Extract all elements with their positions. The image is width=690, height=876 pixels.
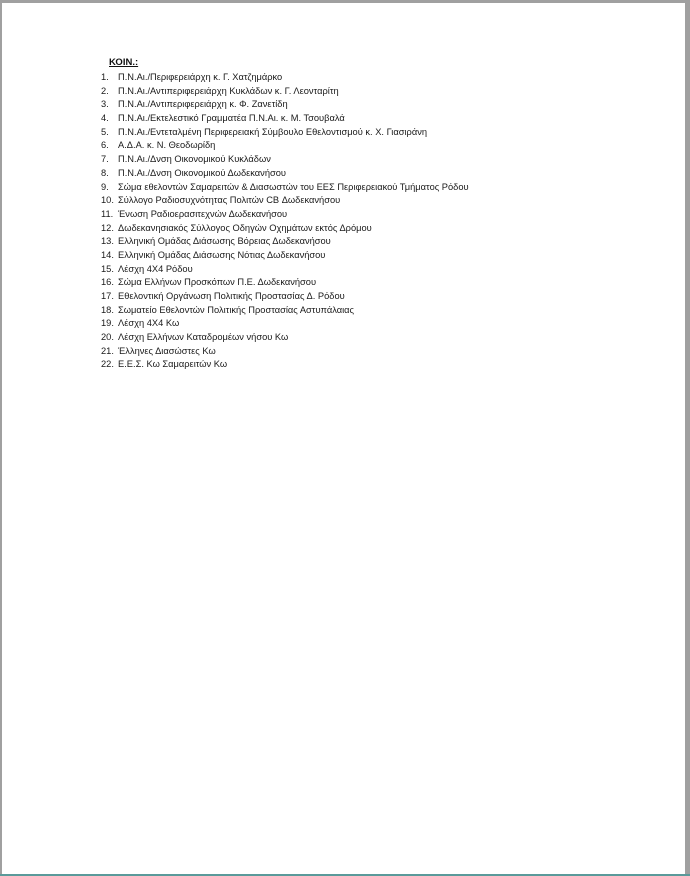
item-number: 18.	[101, 304, 114, 315]
item-text: Α.Δ.Α. κ. Ν. Θεοδωρίδη	[118, 140, 216, 151]
item-text: Π.Ν.Αι./Εκτελεστικό Γραμματέα Π.Ν.Αι. κ. Μ. Τσουβαλά	[118, 113, 345, 124]
item-text: Λέσχη 4Χ4 Κω	[118, 318, 180, 329]
item-number: 19.	[101, 318, 114, 329]
list-item	[101, 98, 469, 112]
item-text: Π.Ν.Αι./Περιφερειάρχη κ. Γ. Χατζημάρκο	[118, 72, 283, 82]
list-item	[101, 194, 469, 208]
list-item	[101, 276, 469, 290]
item-number: 9.	[101, 181, 109, 192]
item-text: Ε.Ε.Σ. Κω Σαμαρειτών Κω	[118, 359, 228, 370]
item-number: 17.	[101, 291, 114, 301]
list-item	[101, 85, 469, 99]
item-text: Π.Ν.Αι./Δνση Οικονομικού Κυκλάδων	[118, 154, 271, 165]
item-number: 8.	[101, 167, 109, 178]
item-number: 10.	[101, 195, 114, 206]
item-number: 3.	[101, 99, 109, 110]
recipient-list	[101, 71, 469, 372]
list-item	[101, 249, 469, 263]
list-item	[101, 71, 469, 85]
item-text: Σώμα εθελοντών Σαμαρειτών & Διασωστών του ΕΕΣ Περιφερειακού Τμήματος Ρόδου	[118, 181, 469, 192]
item-text: Λέσχη 4Χ4 Ρόδου	[118, 263, 193, 274]
list-item	[101, 153, 469, 167]
cc-heading: ΚΟΙΝ.:	[109, 57, 139, 68]
item-text: Σώμα Ελλήνων Προσκόπων Π.Ε. Δωδεκανήσου	[118, 277, 317, 288]
item-number: 21.	[101, 345, 114, 356]
list-item	[101, 126, 469, 140]
item-number: 7.	[101, 154, 109, 165]
document-page	[2, 3, 685, 874]
list-item	[101, 222, 469, 236]
list-item	[101, 304, 469, 318]
list-item	[101, 167, 469, 181]
item-number: 4.	[101, 113, 109, 124]
item-number: 20.	[101, 332, 114, 343]
item-number: 1.	[101, 72, 109, 82]
list-item	[101, 263, 469, 277]
item-text: Π.Ν.Αι./Αντιπεριφερειάρχη κ. Φ. Ζανετίδη	[118, 99, 288, 110]
item-text: Ελληνική Ομάδας Διάσωσης Νότιας Δωδεκανήσου	[118, 249, 326, 260]
item-text: Λέσχη Ελλήνων Καταδρομέων νήσου Κω	[118, 332, 289, 343]
list-item	[101, 208, 469, 222]
list-item	[101, 139, 469, 153]
item-number: 12.	[101, 222, 114, 233]
list-item	[101, 317, 469, 331]
item-number: 22.	[101, 359, 114, 370]
item-text: Σωματείο Εθελοντών Πολιτικής Προστασίας Αστυπάλαιας	[118, 304, 354, 315]
item-text: Π.Ν.Αι./Δνση Οικονομικού Δωδεκανήσου	[118, 167, 286, 178]
item-number: 16.	[101, 277, 114, 288]
item-text: Ελληνική Ομάδας Διάσωσης Βόρειας Δωδεκανήσου	[118, 236, 331, 247]
item-number: 14.	[101, 249, 114, 260]
item-text: Σύλλογο Ραδιοσυχνότητας Πολιτών CB Δωδεκανήσου	[118, 195, 341, 206]
item-text: Δωδεκανησιακός Σύλλογος Οδηγών Οχημάτων εκτός Δρόμου	[118, 222, 372, 233]
list-item	[101, 358, 469, 372]
list-item	[101, 181, 469, 195]
list-item	[101, 331, 469, 345]
list-item	[101, 345, 469, 359]
item-text: Ένωση Ραδιοερασιτεχνών Δωδεκανήσου	[118, 208, 288, 219]
item-number: 2.	[101, 85, 109, 96]
list-item	[101, 290, 469, 304]
item-number: 13.	[101, 236, 114, 247]
item-text: Εθελοντική Οργάνωση Πολιτικής Προστασίας Δ. Ρόδου	[118, 291, 345, 301]
item-text: Π.Ν.Αι./Εντεταλμένη Περιφερειακή Σύμβουλο Εθελοντισμού κ. Χ. Γιασιράνη	[118, 126, 428, 137]
list-item	[101, 112, 469, 126]
item-number: 15.	[101, 263, 114, 274]
item-text: Π.Ν.Αι./Αντιπεριφερειάρχη Κυκλάδων κ. Γ. Λεονταρίτη	[118, 85, 339, 96]
list-item	[101, 235, 469, 249]
item-number: 6.	[101, 140, 109, 151]
item-text: Έλληνες Διασώστες Κω	[118, 345, 216, 356]
item-number: 11.	[101, 208, 114, 219]
item-number: 5.	[101, 126, 109, 137]
